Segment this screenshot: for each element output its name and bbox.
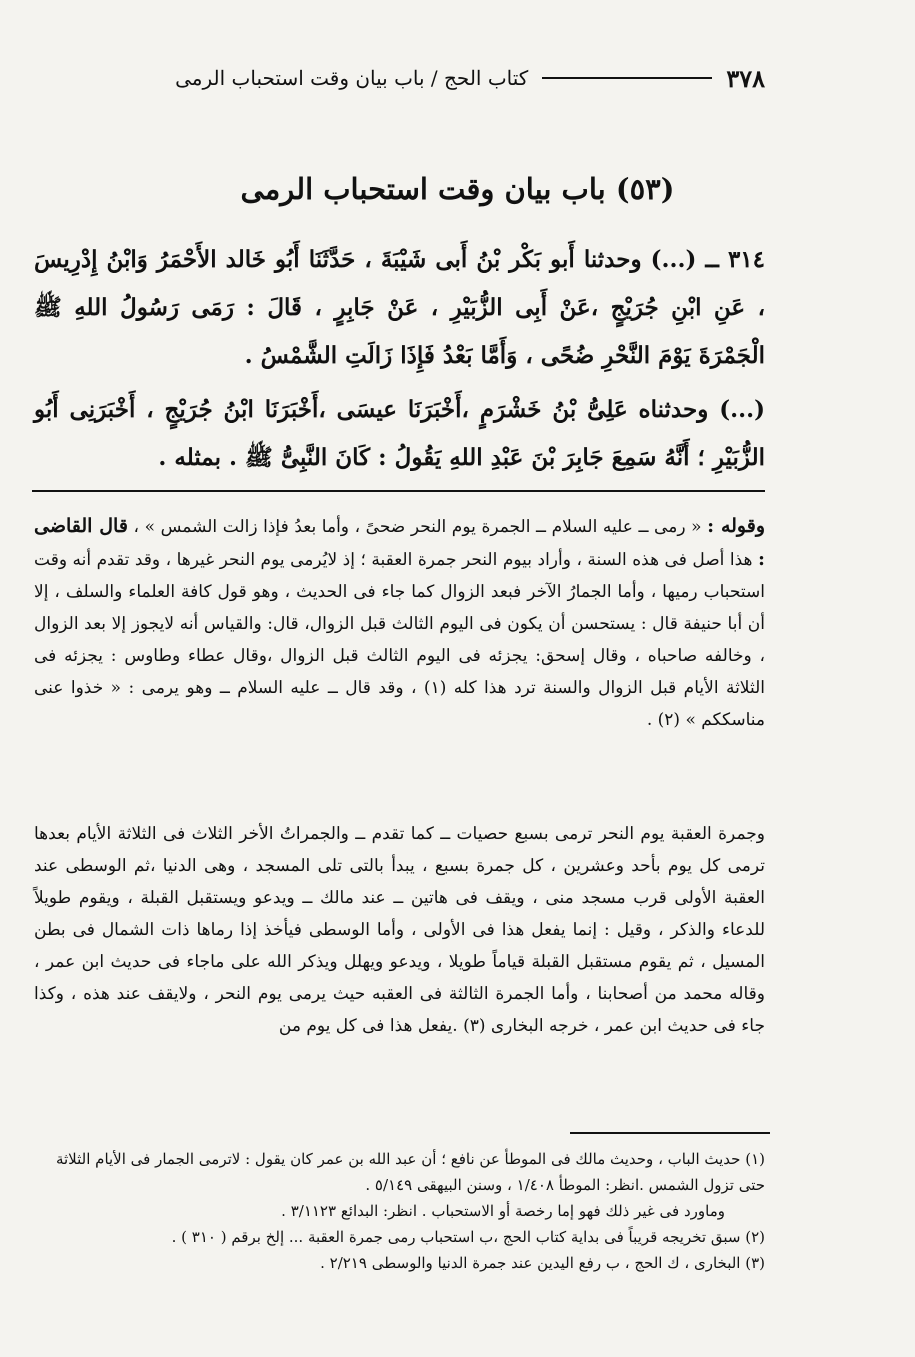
page-number: ٣٧٨ — [726, 63, 765, 93]
footnote-1-continued: وماورد فى غير ذلك فهو إما رخصة أو الاستحباب . انظر: البدائع ٣/١١٢٣ . — [281, 1202, 725, 1220]
page-header — [30, 58, 765, 98]
chapter-title: (٥٣) باب بيان وقت استحباب الرمى — [240, 172, 675, 206]
footnote-rule — [570, 1132, 770, 1134]
footnote-3: (٣) البخارى ، ك الحج ، ب رفع اليدين عند جمرة الدنيا والوسطى ٢/٢١٩ . — [320, 1254, 765, 1272]
hadith-text-1: ٣١٤ ــ (...) وحدثنا أَبو بَكْر بْنُ أَبى شَيْبَةَ ، حَدَّثَنَا أَبُو خَالد الأَحْمَرُ وَابْنُ إِدْرِيسَ ، عَنِ ابْنِ جُرَيْجٍ ،عَنْ أَبِى الزُّبَيْرِ ، عَنْ جَابِرٍ ، قَالَ : رَمَى رَسُولُ اللهِ ﷺ الْجَمْرَةَ يَوْمَ النَّحْرِ ضُحًى ، وَأَمَّا بَعْدُ فَإِذَا زَالَتِ الشَّمْسُ . — [34, 246, 765, 369]
running-title: كتاب الحج / باب بيان وقت استحباب الرمى — [175, 66, 529, 90]
commentary-body: هذا أصل فى هذه السنة ، وأراد بيوم النحر جمرة العقبة ؛ إذ لايُرمى يوم النحر غيرها ، وقد تقدم أنه وقت استحباب رميها ، وأما الجمارُ الآخر فبعد الزوال كما جاء فى الحديث ، وهو قول كافة العلماء والسلف ، إلا أن أبا حنيفة قال : يستحسن أن يكون فى اليوم الثالث قبل الزوال، قال: والقياس أنه لايجوز إلا بعد الزوال ، وخالفه صاحباه ، وقال إسحق: يجزئه فى اليوم الثالث قبل الزوال ،وقال عطاء وطاوس : يجزئه فى الثلاثة الأيام قبل الزوال والسنة ترد هذا كله (١) ، وقد قال ــ عليه السلام ــ وهو يرمى : « خذوا عنى مناسككم » (٢) . — [34, 550, 765, 730]
commentary-paragraph-2: وجمرة العقبة يوم النحر ترمى بسبع حصيات ــ كما تقدم ــ والجمراتُ الأخر الثلاث فى الثلاثة الأيام بعدها ترمى كل يوم بأحد وعشرين ، كل جمرة بسبع ، يبدأ بالتى تلى المسجد ، وهى الدنيا ،ثم الوسطى عند العقبة الأولى قرب مسجد منى ، ويقف فى هاتين ــ عند مالك ــ ويدعو ويستقبل القبلة ، ويقوم طويلاً للدعاء والذكر ، وقيل : إنما يفعل هذا فى الأولى ، وأما الوسطى فيأخذ إذا رماها ذات الشمال فى بطن المسيل ، ثم يقوم مستقبل القبلة قياماً طويلا ، ويدعو ويهلل ويذكر الله على ماجاء فى حديث ابن عمر ، وقاله محمد من أصحابنا ، وأما الجمرة الثالثة فى العقبه حيث يرمى يوم النحر ، ولايقف عند هذه ، وكذا جاء فى حديث ابن عمر ، خرجه البخارى (٣) .يفعل هذا فى كل يوم من — [34, 824, 765, 1036]
footnote-2: (٢) سبق تخريجه قريباً فى بداية كتاب الحج ،ب استحباب رمى جمرة العقبة ... إلخ برقم ( ٣١٠ ) . — [171, 1228, 765, 1246]
commentary-lead: وقوله : — [707, 515, 766, 537]
footnotes — [34, 1146, 765, 1276]
section-divider — [32, 490, 765, 492]
header-rule — [542, 77, 712, 79]
footnote-1: (١) حديث الباب ، وحديث مالك فى الموطأ عن نافع ؛ أن عبد الله بن عمر كان يقول : لاترمى الجمار فى الأيام الثلاثة حتى تزول الشمس .انظر: الموطأ ١/٤٠٨ ، وسنن البيهقى ٥/١٤٩ . — [55, 1150, 765, 1194]
hadith-text-2: (...) وحدثناه عَلِىُّ بْنُ خَشْرَمٍ ،أَخْبَرَنَا عيسَى ،أَخْبَرَنَا ابْنُ جُرَيْجٍ ، أَخْبَرَنِى أَبُو الزُّبَيْرِ ؛ أَنَّهُ سَمِعَ جَابِرَ بْنَ عَبْدِ اللهِ يَقُولُ : كَانَ النَّبِىُّ ﷺ . بمثله . — [34, 396, 765, 471]
qadi-label: قال القاضى : — [34, 515, 766, 570]
commentary-paragraph-1 — [34, 510, 765, 736]
commentary-quote: « رمى ــ عليه السلام ــ الجمرة يوم النحر ضحىً ، وأما بعدُ فإذا زالت الشمس » ، — [133, 517, 702, 537]
